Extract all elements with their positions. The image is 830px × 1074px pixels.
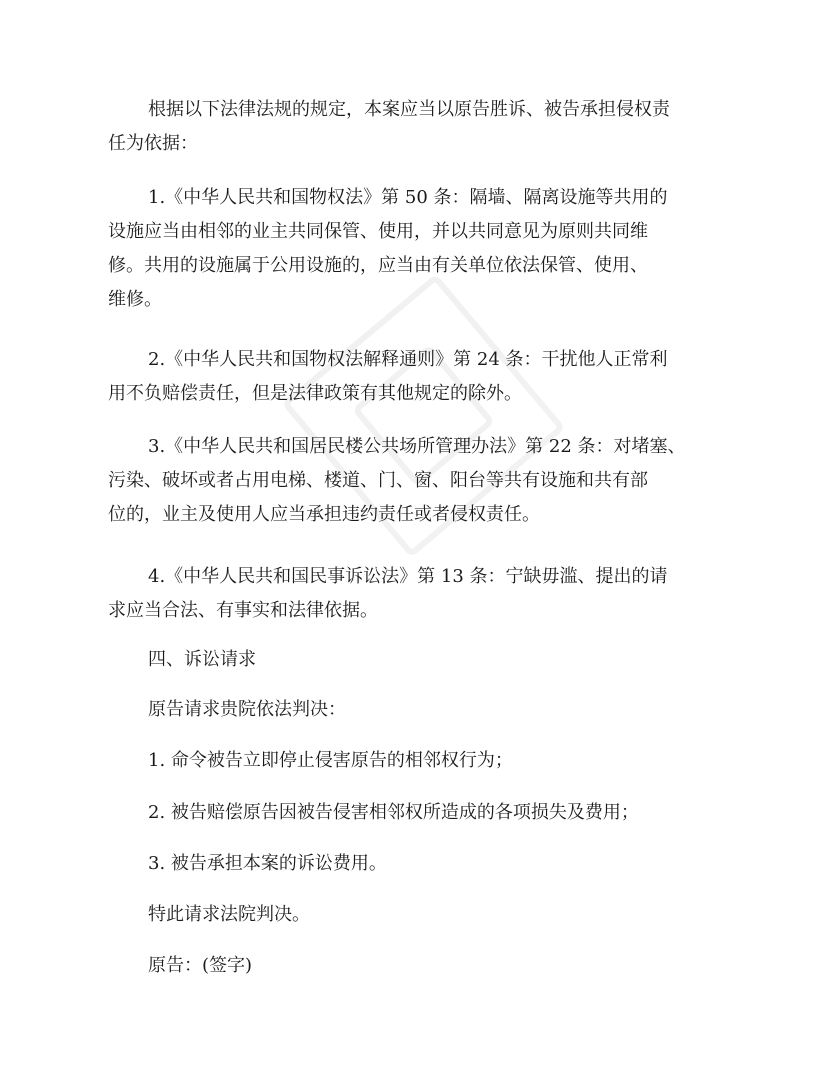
closing-text: 特此请求法院判决。	[148, 904, 310, 925]
request-3-text: 3. 被告承担本案的诉讼费用。	[148, 853, 387, 874]
request-item-3	[108, 847, 387, 881]
law-1-line-1: 1.《中华人民共和国物权法》第 50 条：隔墙、隔离设施等共用的	[148, 187, 668, 208]
law-2-line-1: 2.《中华人民共和国物权法解释通则》第 24 条：干扰他人正常利	[148, 349, 668, 370]
request-item-2	[108, 796, 639, 830]
intro-line-1: 根据以下法律法规的规定，本案应当以原告胜诉、被告承担侵权责	[148, 99, 670, 120]
law-1-line-3: 修。共用的设施属于公用设施的，应当由有关单位依法保管、使用、	[108, 255, 648, 276]
law-2-line-2: 用不负赔偿责任，但是法律政策有其他规定的除外。	[108, 383, 522, 404]
signature-text: 原告：(签字)	[148, 955, 253, 976]
law-item-2	[108, 343, 668, 411]
law-3-line-1: 3.《中华人民共和国居民楼公共场所管理办法》第 22 条：对堵塞、	[148, 436, 686, 457]
closing-statement	[108, 898, 310, 932]
request-1-text: 1. 命令被告立即停止侵害原告的相邻权行为；	[148, 750, 513, 771]
law-3-line-3: 位的，业主及使用人应当承担违约责任或者侵权责任。	[108, 504, 540, 525]
law-item-1	[108, 181, 668, 317]
section-heading	[108, 643, 256, 677]
law-1-line-2: 设施应当由相邻的业主共同保管、使用，并以共同意见为原则共同维	[108, 221, 648, 242]
law-1-line-4: 维修。	[108, 289, 162, 310]
intro-paragraph	[108, 93, 670, 161]
law-4-line-1: 4.《中华人民共和国民事诉讼法》第 13 条：宁缺毋滥、提出的请	[148, 566, 668, 587]
law-3-line-2: 污染、破坏或者占用电梯、楼道、门、窗、阳台等共有设施和共有部	[108, 470, 648, 491]
intro-line-2: 任为依据：	[108, 133, 198, 154]
request-intro	[108, 693, 346, 727]
request-2-text: 2. 被告赔偿原告因被告侵害相邻权所造成的各项损失及费用；	[148, 802, 639, 823]
request-item-1	[108, 744, 513, 778]
signature-line	[108, 949, 252, 983]
request-intro-text: 原告请求贵院依法判决：	[148, 699, 346, 720]
law-item-4	[108, 560, 668, 628]
law-4-line-2: 求应当合法、有事实和法律依据。	[108, 600, 378, 621]
section-heading-text: 四、诉讼请求	[148, 649, 256, 670]
law-item-3	[108, 430, 686, 532]
